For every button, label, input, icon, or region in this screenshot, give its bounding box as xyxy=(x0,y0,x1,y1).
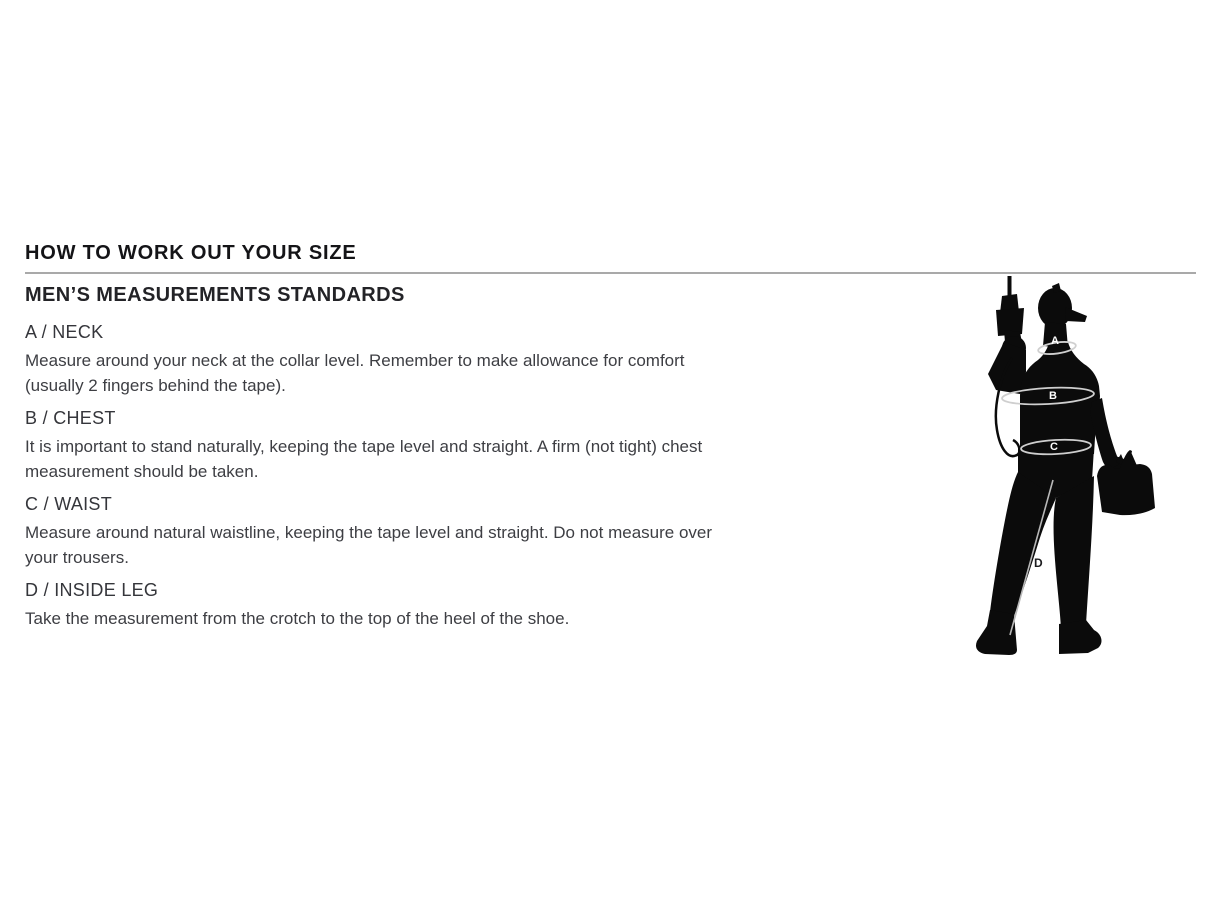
section-neck xyxy=(25,322,895,398)
figure-illustration xyxy=(960,272,1160,662)
section-body-waist xyxy=(25,520,895,570)
section-text-line: Measure around natural waistline, keeping the tape level and straight. Do not measure over xyxy=(25,523,713,542)
right-shoe xyxy=(1059,620,1101,654)
section-heading-mens-standards: MEN’S MEASUREMENTS STANDARDS xyxy=(25,284,405,306)
section-body-chest xyxy=(25,434,895,484)
page-title: HOW TO WORK OUT YOUR SIZE xyxy=(25,242,357,264)
figure-label-d: D xyxy=(1034,556,1043,570)
section-text-line: Take the measurement from the crotch to the top of the heel of the shoe. xyxy=(25,609,570,628)
worker-silhouette xyxy=(976,276,1155,655)
section-text-line: measurement should be taken. xyxy=(25,462,259,481)
cap-brim xyxy=(1065,307,1087,322)
section-chest xyxy=(25,408,895,484)
section-text-line: (usually 2 fingers behind the tape). xyxy=(25,376,286,395)
section-body-neck xyxy=(25,348,895,398)
section-text-line: your trousers. xyxy=(25,548,129,567)
drill-bit xyxy=(1008,276,1012,298)
section-text-line: It is important to stand naturally, keeping the tape level and straight. A firm (not tight) chest xyxy=(25,437,703,456)
section-title-waist: C / WAIST xyxy=(25,494,113,514)
section-title-neck: A / NECK xyxy=(25,322,104,342)
size-guide-content xyxy=(25,241,895,631)
right-leg xyxy=(1054,476,1094,628)
section-inside-leg xyxy=(25,580,895,631)
torso xyxy=(1020,340,1100,454)
figure-label-a: A xyxy=(1051,335,1059,347)
section-title-inside-leg: D / INSIDE LEG xyxy=(25,580,159,600)
figure-label-b: B xyxy=(1049,390,1057,402)
figure-label-c: C xyxy=(1050,441,1058,453)
section-text-line: Measure around your neck at the collar level. Remember to make allowance for comfort xyxy=(25,351,685,370)
left-leg xyxy=(990,472,1056,616)
section-body-inside-leg xyxy=(25,606,895,631)
section-title-chest: B / CHEST xyxy=(25,408,116,428)
section-waist xyxy=(25,494,895,570)
measurement-figure xyxy=(960,272,1160,662)
